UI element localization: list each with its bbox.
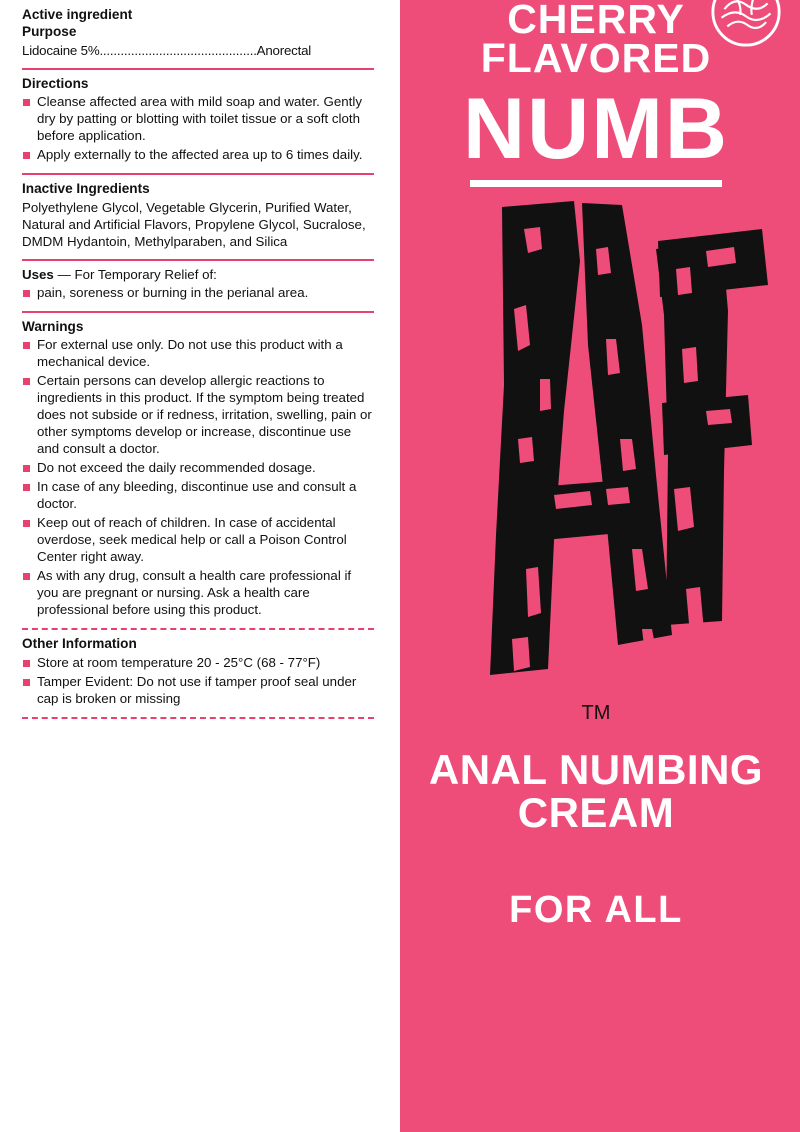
divider — [22, 68, 374, 70]
tagline: FOR ALL — [509, 889, 683, 932]
uses-subtitle: — For Temporary Relief of: — [57, 266, 217, 282]
list-item: Cleanse affected area with mild soap and water. Gently dry by patting or blotting with toilet tissue or a soft cloth before application. — [22, 93, 374, 144]
af-logo — [392, 189, 800, 749]
flavor-banner — [392, 0, 800, 82]
list-item: Certain persons can develop allergic reactions to ingredients in this product. If the symptom being treated does not subside or if redness, irritation, swelling, pain or other symptoms develop or increase, discontinue use and consult a doctor. — [22, 372, 374, 457]
brand-name: NUMB — [463, 80, 729, 177]
inactive-ingredients-section — [22, 180, 374, 254]
list-item: Keep out of reach of children. In case of accidental overdose, seek medical help or call a Poison Control Center right away. — [22, 514, 374, 565]
active-ingredient-section — [22, 6, 374, 64]
divider — [22, 717, 374, 719]
other-information-list — [22, 654, 374, 707]
other-information-title: Other Information — [22, 636, 137, 652]
list-item: Apply externally to the affected area up to 6 times daily. — [22, 146, 374, 163]
inactive-ingredients-text: Polyethylene Glycol, Vegetable Glycerin, Purified Water, Natural and Artificial Flavors, Propylene Glycol, Sucralose, DMDM Hydantoin, Methylparaben, and Silica — [22, 199, 366, 249]
directions-title: Directions — [22, 75, 89, 91]
flavor-line-2: FLAVORED — [480, 35, 712, 82]
directions-section — [22, 75, 374, 169]
uses-list — [22, 284, 374, 301]
flavor-line-1: CHERRY — [507, 0, 685, 42]
product-line-1: ANAL NUMBING — [428, 746, 764, 794]
list-item: Store at room temperature 20 - 25°C (68 - 77°F) — [22, 654, 374, 671]
active-ingredient-line: Lidocaine 5%.............................................Anorectal — [22, 42, 312, 58]
product-name — [392, 746, 800, 837]
warnings-title: Warnings — [22, 318, 84, 334]
active-ingredient-title: Active ingredient — [22, 7, 133, 22]
warnings-section — [22, 318, 374, 625]
front-panel — [392, 0, 800, 1132]
directions-list — [22, 93, 374, 163]
divider — [22, 259, 374, 261]
divider — [22, 311, 374, 313]
list-item: Tamper Evident: Do not use if tamper proof seal under cap is broken or missing — [22, 673, 374, 707]
inactive-ingredients-title: Inactive Ingredients — [22, 181, 150, 197]
brand-divider — [470, 180, 722, 187]
uses-title: Uses — [22, 266, 54, 282]
trademark-symbol: TM — [581, 702, 611, 725]
drug-facts-panel — [0, 0, 392, 1132]
warnings-list — [22, 336, 374, 618]
divider — [22, 173, 374, 175]
other-information-section — [22, 635, 374, 712]
divider — [22, 628, 374, 630]
af-grunge-icon — [406, 189, 786, 734]
list-item: In case of any bleeding, discontinue use and consult a doctor. — [22, 478, 374, 512]
list-item: Do not exceed the daily recommended dosage. — [22, 459, 374, 476]
list-item: As with any drug, consult a health care professional if you are pregnant or nursing. Ask a health care professional before using this product. — [22, 567, 374, 618]
product-line-2: CREAM — [517, 789, 675, 837]
list-item: pain, soreness or burning in the perianal area. — [22, 284, 374, 301]
purpose-title: Purpose — [22, 24, 77, 40]
uses-section — [22, 266, 374, 307]
list-item: For external use only. Do not use this product with a mechanical device. — [22, 336, 374, 370]
uses-heading — [22, 266, 374, 283]
